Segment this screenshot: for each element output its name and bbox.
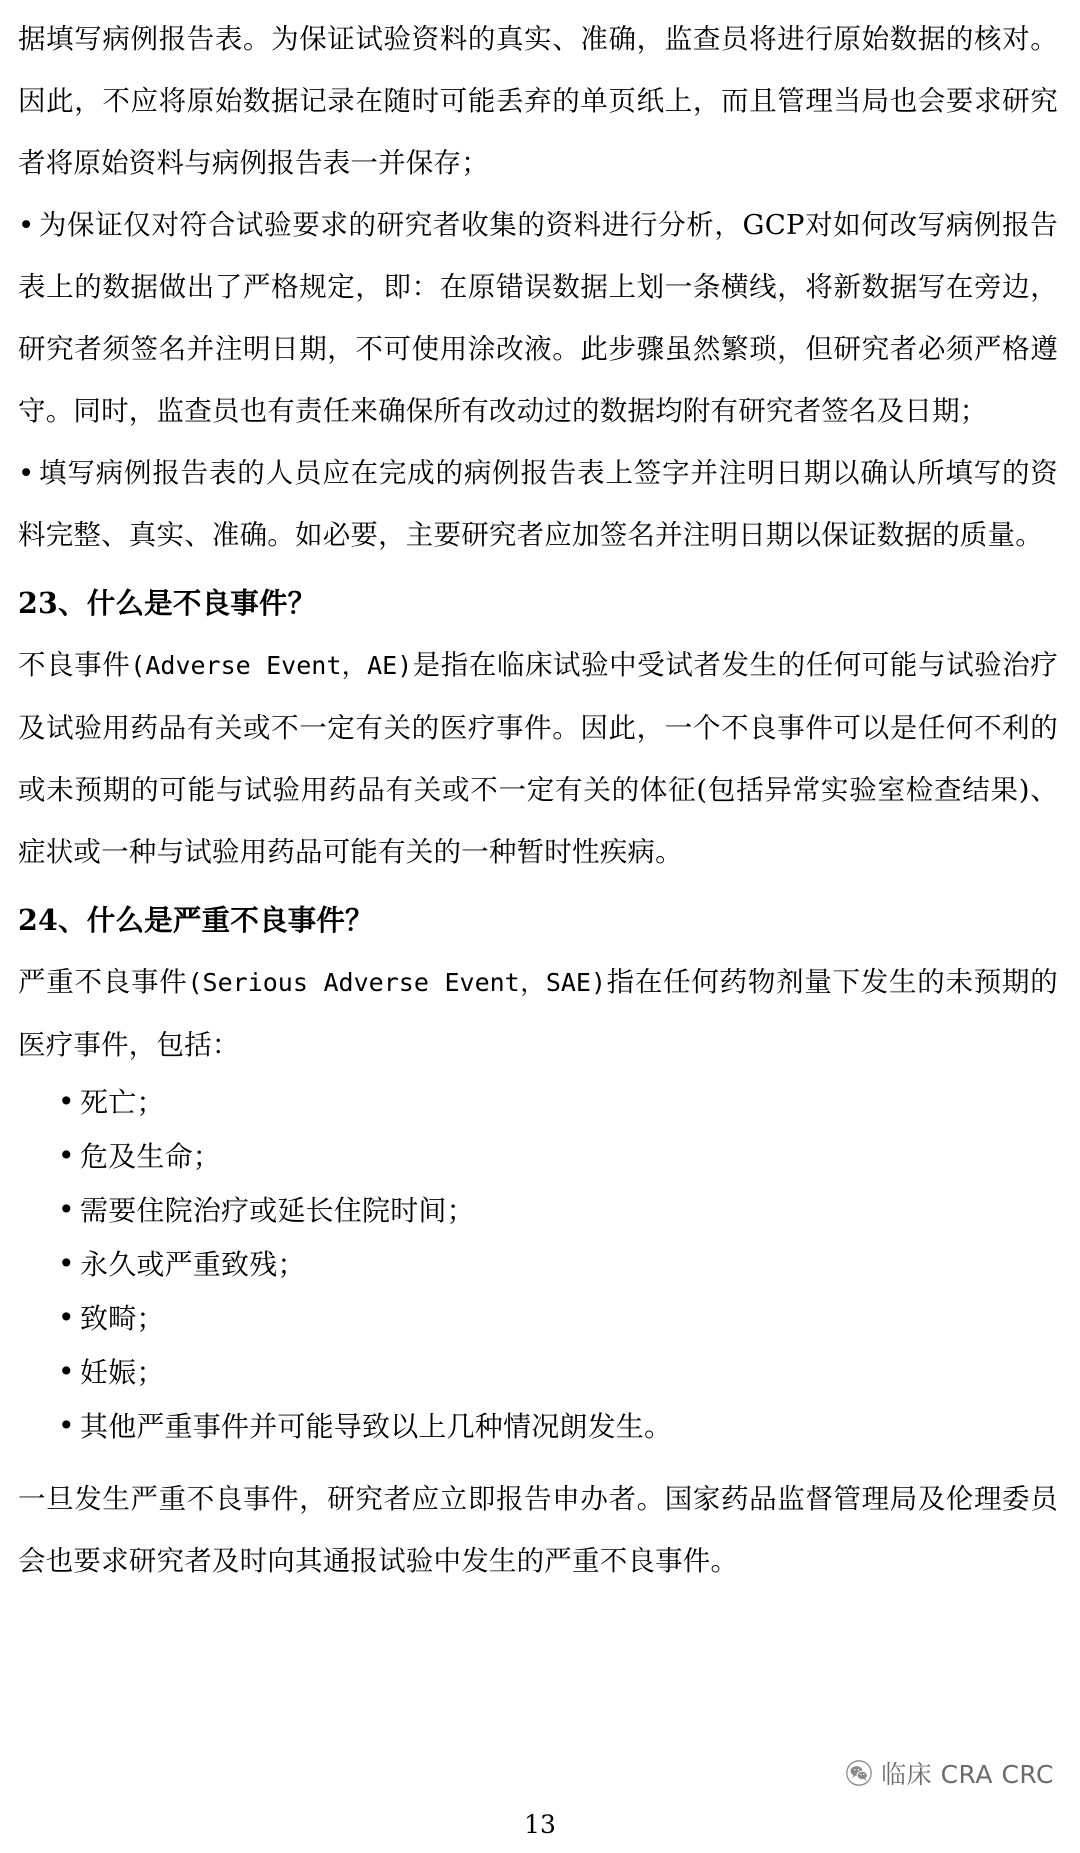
sae-text-post: 指在任何药物剂量下发生的未预期的医疗事件，包括： <box>18 966 1058 1061</box>
watermark-label: 临床 CRA CRC <box>881 1760 1054 1789</box>
bullet-icon: • <box>58 1301 75 1334</box>
bullet-icon: • <box>58 1193 75 1226</box>
watermark <box>846 1755 1054 1791</box>
bullet-icon: • <box>58 1409 75 1442</box>
list-item <box>18 1238 1058 1292</box>
ae-text-post: 是指在临床试验中受试者发生的任何可能与试验治疗及试验用药品有关或不一定有关的医疗事件。因此，一个不良事件可以是任何不利的或未预期的可能与试验用药品有关或不一定有关的体征(包括异常实验室检查结果)、症状或一种与试验用药品可能有关的一种暂时性疾病。 <box>18 649 1058 868</box>
list-item-label: 需要住院治疗或延长住院时间； <box>80 1194 475 1227</box>
list-item <box>18 1130 1058 1184</box>
bullet-icon: • <box>58 1247 75 1280</box>
list-item <box>18 1292 1058 1346</box>
heading-question-24: 24、什么是严重不良事件？ <box>18 903 374 937</box>
paragraph-adverse-event-definition <box>18 634 1058 883</box>
bullet-marker: • <box>18 457 35 489</box>
ae-term-english: (Adverse Event，AE) <box>130 651 413 680</box>
ae-text-pre: 不良事件 <box>18 649 131 681</box>
paragraph-sae-reporting: 一旦发生严重不良事件，研究者应立即报告申办者。国家药品监督管理局及伦理委员会也要求研究者及时向其通报试验中发生的严重不良事件。 <box>18 1483 1058 1577</box>
wechat-logo-icon <box>846 1760 872 1786</box>
list-item <box>18 1076 1058 1130</box>
paragraph-gcp-data-correction-text: 为保证仅对符合试验要求的研究者收集的资料进行分析，GCP对如何改写病例报告表上的数据做出了严格规定，即：在原错误数据上划一条横线，将新数据写在旁边，研究者须签名并注明日期，不可使用涂改液。此步骤虽然繁琐，但研究者必须严格遵守。同时，监查员也有责任来确保所有改动过的数据均附有研究者签名及日期； <box>18 209 1058 427</box>
paragraph-crf-signature <box>18 442 1058 566</box>
bullet-marker: • <box>18 209 35 241</box>
page-number: 13 <box>524 1810 556 1839</box>
paragraph-crf-source-data: 据填写病例报告表。为保证试验资料的真实、准确，监查员将进行原始数据的核对。因此，不应将原始数据记录在随时可能丢弃的单页纸上，而且管理当局也会要求研究者将原始资料与病例报告表一并保存； <box>18 23 1058 179</box>
list-item-label: 妊娠； <box>80 1356 165 1389</box>
list-item <box>18 1400 1058 1454</box>
list-item <box>18 1184 1058 1238</box>
sae-term-english: (Serious Adverse Event，SAE) <box>187 968 607 997</box>
list-item <box>18 1346 1058 1400</box>
list-item-label: 死亡； <box>80 1086 165 1119</box>
list-item-label: 永久或严重致残； <box>80 1248 306 1281</box>
sae-text-pre: 严重不良事件 <box>18 966 188 998</box>
paragraph-sae-definition <box>18 951 1058 1076</box>
heading-question-23: 23、什么是不良事件？ <box>18 586 317 620</box>
list-item-label: 危及生命； <box>80 1140 222 1173</box>
paragraph-gcp-data-correction <box>18 194 1058 442</box>
paragraph-crf-signature-text: 填写病例报告表的人员应在完成的病例报告表上签字并注明日期以确认所填写的资料完整、真实、准确。如必要，主要研究者应加签名并注明日期以保证数据的质量。 <box>18 457 1058 551</box>
bullet-icon: • <box>58 1085 75 1118</box>
bullet-icon: • <box>58 1139 75 1172</box>
bullet-icon: • <box>58 1355 75 1388</box>
list-item-label: 致畸； <box>80 1302 165 1335</box>
list-item-label: 其他严重事件并可能导致以上几种情况朗发生。 <box>80 1410 673 1443</box>
